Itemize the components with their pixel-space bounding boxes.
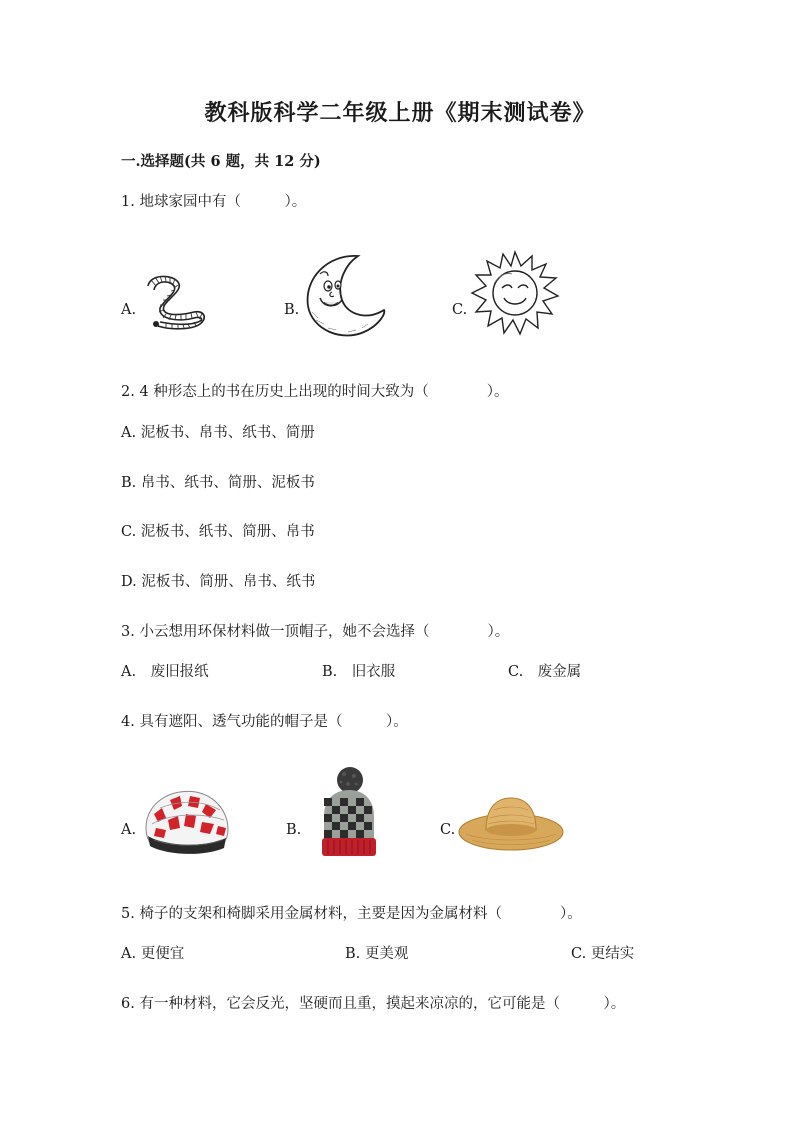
question-3: 3. 小云想用环保材料做一顶帽子，她不会选择（ ）。 xyxy=(121,624,510,640)
q4-option-c-label: C. xyxy=(440,822,456,838)
question-1: 1. 地球家园中有（ ）。 xyxy=(121,194,307,210)
q2-option-c: C. 泥板书、纸书、简册、帛书 xyxy=(121,524,315,540)
q2-option-a: A. 泥板书、帛书、纸书、简册 xyxy=(121,425,315,441)
q5-option-b: B. 更美观 xyxy=(345,946,409,962)
cartoon-moon-icon xyxy=(298,250,390,342)
q3-option-c: C. 废金属 xyxy=(508,664,582,680)
question-4: 4. 具有遮阳、透气功能的帽子是（ ）。 xyxy=(121,714,408,730)
page-title: 教科版科学二年级上册《期末测试卷》 xyxy=(204,100,596,126)
knit-beanie-icon xyxy=(316,764,382,860)
section-heading: 一.选择题(共 6 题，共 12 分) xyxy=(121,153,321,170)
q3-option-b: B. 旧衣服 xyxy=(322,664,396,680)
cartoon-sun-icon xyxy=(466,248,564,338)
question-2: 2. 4 种形态上的书在历史上出现的时间大致为（ ）。 xyxy=(121,384,509,400)
q2-option-b: B. 帛书、纸书、简册、泥板书 xyxy=(121,475,315,491)
earthworm-icon xyxy=(138,268,218,338)
question-6: 6. 有一种材料，它会反光，坚硬而且重，摸起来凉凉的，它可能是（ ）。 xyxy=(121,996,626,1012)
question-5: 5. 椅子的支架和椅脚采用金属材料，主要是因为金属材料（ ）。 xyxy=(121,906,582,922)
bike-helmet-icon xyxy=(140,784,232,860)
q3-option-a: A. 废旧报纸 xyxy=(121,664,209,680)
q5-option-c: C. 更结实 xyxy=(571,946,635,962)
q1-option-a-label: A. xyxy=(121,302,137,318)
q1-option-c-label: C. xyxy=(452,302,468,318)
q1-option-b-label: B. xyxy=(284,302,300,318)
straw-hat-icon xyxy=(456,792,566,856)
q5-option-a: A. 更便宜 xyxy=(121,946,185,962)
q4-option-a-label: A. xyxy=(121,822,137,838)
q4-option-b-label: B. xyxy=(286,822,302,838)
q2-option-d: D. 泥板书、简册、帛书、纸书 xyxy=(121,574,316,590)
